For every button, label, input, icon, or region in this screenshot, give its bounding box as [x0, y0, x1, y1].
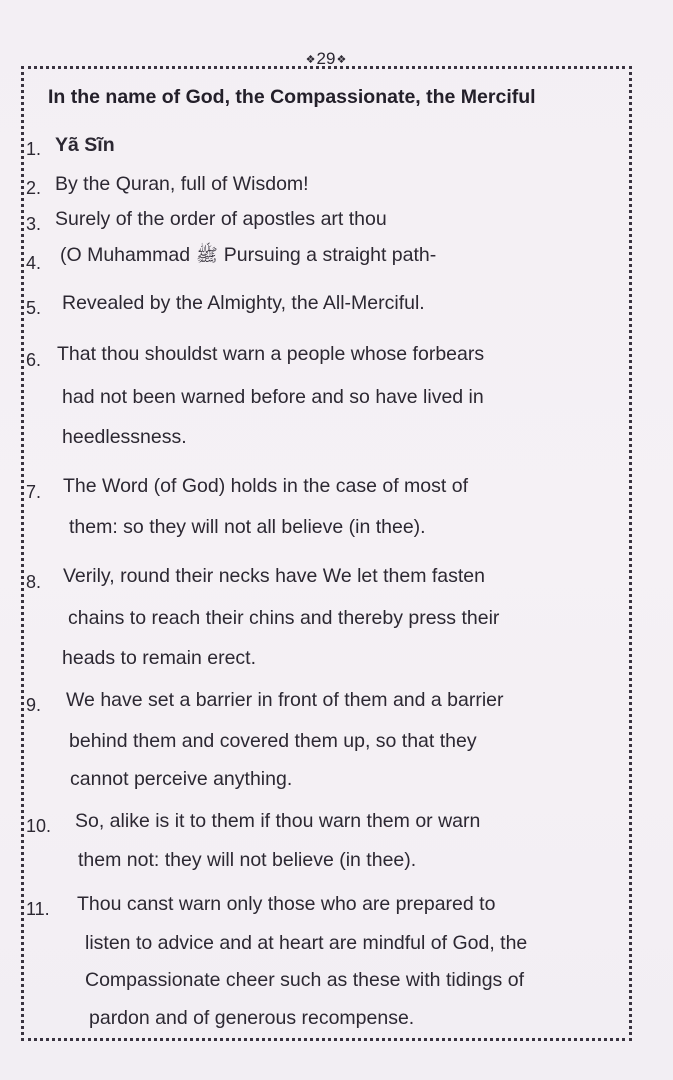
verse-4-text	[60, 244, 436, 270]
verse-number: 6.	[26, 350, 42, 370]
verse-line: Surely of the order of apostles art thou	[55, 208, 387, 230]
verse-number: 4.	[26, 253, 42, 273]
verse-line: Revealed by the Almighty, the All-Merciful.	[62, 292, 425, 314]
verse-line: chains to reach their chins and thereby press their	[68, 607, 500, 629]
verse-line: Thou canst warn only those who are prepared to	[77, 893, 496, 915]
verse-line: Verily, round their necks have We let them fasten	[63, 565, 485, 587]
ornament-right-icon: ❖	[336, 53, 347, 66]
verse-number: 3.	[26, 214, 42, 234]
page-number-text: 29	[316, 49, 336, 68]
verse-line: them not: they will not believe (in thee).	[78, 849, 417, 871]
verse-line: cannot perceive anything.	[70, 768, 293, 790]
verse-1-text	[55, 134, 115, 157]
salutation-glyph: ﷺ	[196, 245, 218, 266]
verse-number: 9.	[26, 695, 42, 715]
verse-number: 2.	[26, 178, 42, 198]
basmala-heading: In the name of God, the Compassionate, the Merciful	[48, 86, 536, 108]
verse-line: So, alike is it to them if thou warn them or warn	[75, 810, 481, 832]
verse-line: pardon and of generous recompense.	[89, 1007, 415, 1029]
verse-line: heads to remain erect.	[62, 647, 257, 669]
verse-line: That thou shouldst warn a people whose forbears	[57, 343, 485, 365]
ornament-left-icon: ❖	[305, 53, 316, 66]
verse-1-sin: Sĩn	[84, 134, 115, 156]
verse-number: 10.	[26, 816, 52, 836]
verse-line: them: so they will not all believe (in thee).	[69, 516, 426, 538]
verse-number: 1.	[26, 139, 42, 159]
verse-number: 7.	[26, 482, 42, 502]
verse-line: Compassionate cheer such as these with tidings of	[85, 969, 524, 991]
verse-line: heedlessness.	[62, 426, 187, 448]
verse-number: 5.	[26, 298, 42, 318]
verse-line: By the Quran, full of Wisdom!	[55, 173, 309, 195]
verse-line: listen to advice and at heart are mindful of God, the	[85, 932, 528, 954]
verse-line: had not been warned before and so have lived in	[62, 386, 484, 408]
verse-line: behind them and covered them up, so that they	[69, 730, 477, 752]
verse-1-ya: Yã	[55, 134, 79, 156]
verse-number: 8.	[26, 572, 42, 592]
verse-line: We have set a barrier in front of them and a barrier	[66, 689, 504, 711]
verse-number: 11.	[26, 899, 50, 919]
verse-line: (O Muhammad	[60, 244, 191, 266]
verse-line: Pursuing a straight path-	[223, 244, 437, 266]
verse-line: The Word (of God) holds in the case of most of	[63, 475, 468, 497]
